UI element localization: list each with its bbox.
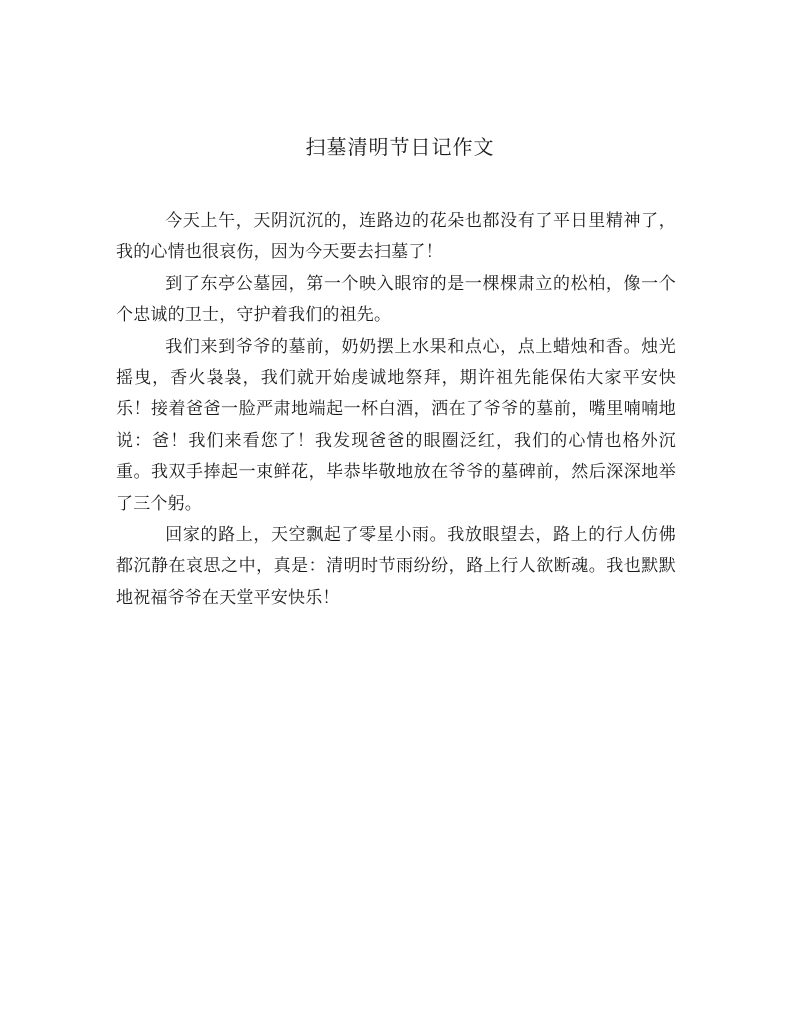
- paragraph-3: 我们来到爷爷的墓前，奶奶摆上水果和点心，点上蜡烛和香。烛光摇曳，香火袅袅，我们就开始虔诚地祭拜，期许祖先能保佑大家平安快乐！接着爸爸一脸严肃地端起一杯白酒，洒在了爷爷的墓前，嘴里喃喃地说：爸！我们来看您了！我发现爸爸的眼圈泛红，我们的心情也格外沉重。我双手捧起一束鲜花，毕恭毕敬地放在爷爷的墓碑前，然后深深地举了三个躬。: [116, 336, 676, 514]
- paragraph-1: 今天上午，天阴沉沉的，连路边的花朵也都没有了平日里精神了，我的心情也很哀伤，因为今天要去扫墓了！: [116, 211, 676, 263]
- document-title: 扫墓清明节日记作文: [305, 135, 495, 159]
- paragraph-2: 到了东亭公墓园，第一个映入眼帘的是一棵棵肃立的松柏，像一个个忠诚的卫士，守护着我们的祖先。: [116, 273, 676, 326]
- paragraph-4: 回家的路上，天空飘起了零星小雨。我放眼望去，路上的行人仿佛都沉静在哀思之中，真是：清明时节雨纷纷，路上行人欲断魂。我也默默地祝福爷爷在天堂平安快乐！: [116, 525, 676, 608]
- document-body: [116, 206, 676, 614]
